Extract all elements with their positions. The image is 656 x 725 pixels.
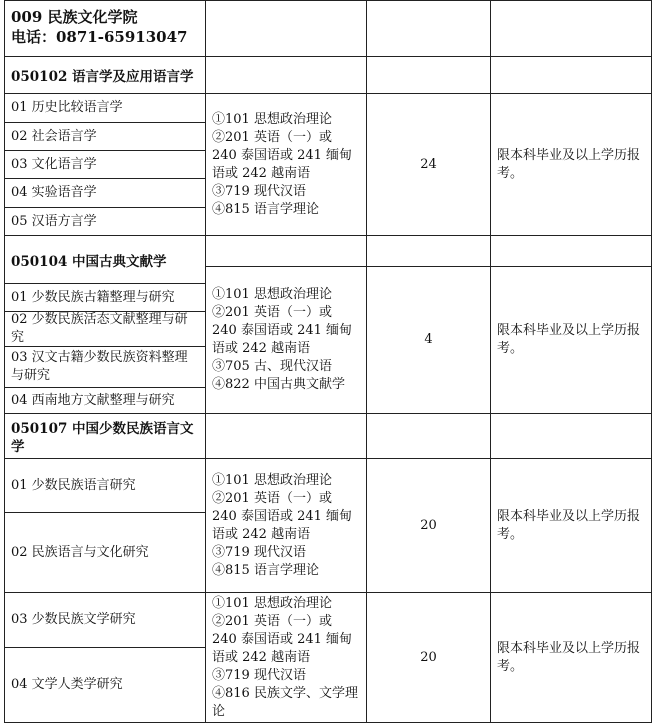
- enrollment-quota: 20: [366, 458, 491, 593]
- direction-item: 04 实验语音学: [4, 178, 206, 208]
- empty-cell: [490, 235, 652, 267]
- direction-item: 04 西南地方文献整理与研究: [4, 387, 206, 414]
- direction-item: 01 历史比较语言学: [4, 93, 206, 123]
- college-header: [4, 0, 206, 57]
- direction-item: 02 社会语言学: [4, 122, 206, 151]
- exam-subject: ④815 语言学理论: [212, 201, 319, 217]
- enrollment-quota: 24: [366, 93, 491, 236]
- direction-item: 02 民族语言与文化研究: [4, 512, 206, 593]
- empty-cell: [490, 56, 652, 94]
- direction-item: 03 少数民族文学研究: [4, 592, 206, 648]
- empty-cell: [366, 235, 491, 267]
- remarks: 限本科毕业及以上学历报考。: [490, 592, 652, 723]
- exam-subject: ①101 思想政治理论: [212, 472, 332, 488]
- exam-subject: ②201 英语（一）或 240 泰国语或 241 缅甸语或 242 越南语: [212, 129, 353, 181]
- empty-cell: [205, 235, 367, 267]
- direction-item: 03 文化语言学: [4, 150, 206, 179]
- empty-cell: [490, 413, 652, 459]
- enrollment-quota: 4: [366, 266, 491, 414]
- exam-subject: ③705 古、现代汉语: [212, 359, 332, 374]
- direction-item: 02 少数民族活态文献整理与研究: [4, 311, 206, 347]
- exam-subject: ④815 语言学理论: [212, 562, 319, 578]
- exam-subjects: [205, 93, 367, 236]
- exam-subject: ③719 现代汉语: [212, 544, 306, 560]
- empty-cell: [205, 56, 367, 94]
- empty-cell: [366, 413, 491, 459]
- direction-item: 01 少数民族语言研究: [4, 458, 206, 513]
- major-title: 050107 中国少数民族语言文学: [4, 413, 206, 459]
- exam-subjects: [205, 458, 367, 593]
- remarks: 限本科毕业及以上学历报考。: [490, 458, 652, 593]
- empty-cell: [205, 413, 367, 459]
- direction-item: 05 汉语方言学: [4, 207, 206, 236]
- direction-item: 03 汉文古籍少数民族资料整理与研究: [4, 346, 206, 388]
- empty-cell: [366, 56, 491, 94]
- exam-subjects: [205, 266, 367, 414]
- college-name: 009 民族文化学院: [11, 8, 138, 26]
- enrollment-quota: 20: [366, 592, 491, 723]
- direction-item: 01 少数民族古籍整理与研究: [4, 283, 206, 312]
- exam-subject: ①101 思想政治理论: [212, 287, 332, 302]
- major-title: 050104 中国古典文献学: [4, 235, 206, 284]
- exam-subject: ④816 民族文学、文学理论: [212, 685, 358, 719]
- exam-subjects: [205, 592, 367, 723]
- direction-item: 04 文学人类学研究: [4, 647, 206, 723]
- header-empty-cell: [490, 0, 652, 57]
- exam-subject: ①101 思想政治理论: [212, 111, 332, 127]
- college-phone: 电话：0871-65913047: [11, 28, 188, 46]
- exam-subject: ③719 现代汉语: [212, 183, 306, 199]
- exam-subject: ④822 中国古典文献学: [212, 377, 345, 392]
- exam-subject: ③719 现代汉语: [212, 667, 306, 683]
- exam-subject: ①101 思想政治理论: [212, 595, 332, 611]
- major-title: 050102 语言学及应用语言学: [4, 56, 206, 94]
- remarks: 限本科毕业及以上学历报考。: [490, 93, 652, 236]
- remarks: 限本科毕业及以上学历报考。: [490, 266, 652, 414]
- exam-subject: ②201 英语（一）或 240 泰国语或 241 缅甸语或 242 越南语: [212, 490, 353, 542]
- header-empty-cell: [205, 0, 367, 57]
- header-empty-cell: [366, 0, 491, 57]
- admissions-table: [4, 0, 652, 723]
- exam-subject: ②201 英语（一）或 240 泰国语或 241 缅甸语或 242 越南语: [212, 305, 353, 356]
- exam-subject: ②201 英语（一）或 240 泰国语或 241 缅甸语或 242 越南语: [212, 613, 353, 665]
